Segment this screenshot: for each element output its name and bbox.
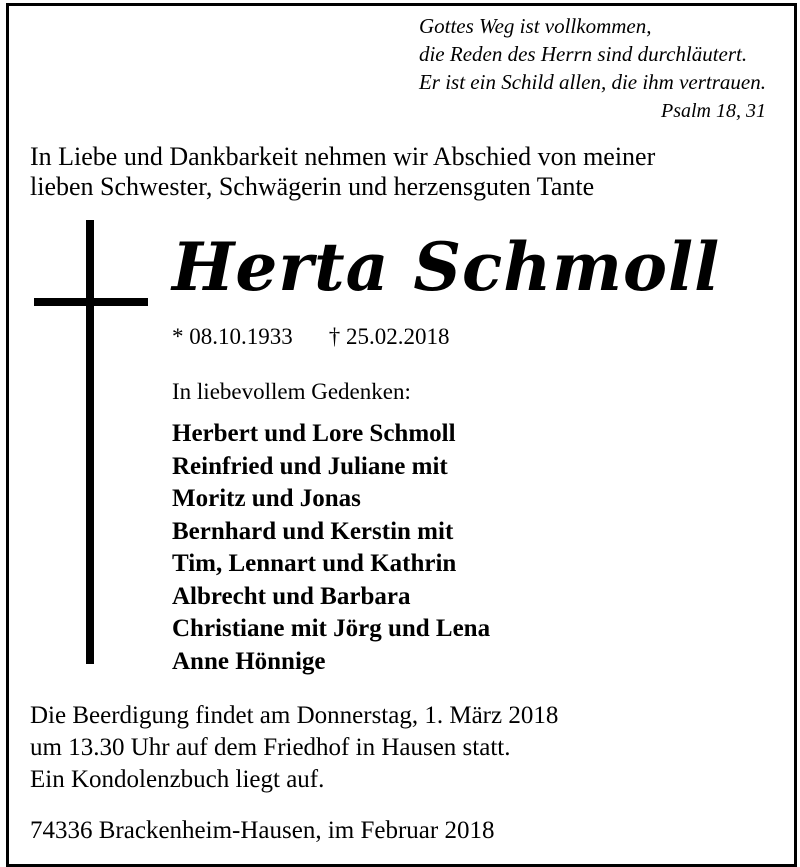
life-dates xyxy=(172,324,450,350)
quote-line: Er ist ein Schild allen, die ihm vertrauen. xyxy=(418,70,766,94)
birth-date: * 08.10.1933 xyxy=(172,324,293,349)
bible-quote xyxy=(419,12,766,96)
mourner-line: Anne Hönnige xyxy=(172,647,326,675)
death-date: † 25.02.2018 xyxy=(328,324,450,349)
quote-line: die Reden des Herrn sind durchläutert. xyxy=(418,42,748,66)
mourner-line: Albrecht und Barbara xyxy=(172,582,411,610)
mourner-line: Bernhard und Kerstin mit xyxy=(172,517,454,545)
mourner-line: Christiane mit Jörg und Lena xyxy=(172,615,491,642)
mourner-line: Tim, Lennart und Kathrin xyxy=(172,550,457,577)
quote-line: Gottes Weg ist vollkommen, xyxy=(418,14,652,38)
intro-text xyxy=(30,142,655,202)
funeral-line: Die Beerdigung findet am Donnerstag, 1. März 2018 xyxy=(30,702,559,729)
mourner-line: Moritz und Jonas xyxy=(172,485,361,512)
deceased-name: Herta Schmoll xyxy=(172,228,721,306)
funeral-line: Ein Kondolenzbuch liegt auf. xyxy=(30,766,325,793)
place-and-date: 74336 Brackenheim-Hausen, im Februar 2018 xyxy=(30,817,495,844)
cross-icon-bar xyxy=(34,298,148,306)
mourner-line: Herbert und Lore Schmoll xyxy=(172,420,456,447)
intro-line: lieben Schwester, Schwägerin und herzensguten Tante xyxy=(30,172,595,201)
quote-reference: Psalm 18, 31 xyxy=(661,100,766,122)
intro-line: In Liebe und Dankbarkeit nehmen wir Abschied von meiner xyxy=(30,142,656,171)
mourner-line: Reinfried und Juliane mit xyxy=(172,452,448,480)
cross-icon xyxy=(86,220,94,664)
mourners-list xyxy=(172,418,490,678)
memorial-heading: In liebevollem Gedenken: xyxy=(172,379,411,404)
funeral-info xyxy=(30,700,558,796)
funeral-line: um 13.30 Uhr auf dem Friedhof in Hausen statt. xyxy=(30,734,511,761)
